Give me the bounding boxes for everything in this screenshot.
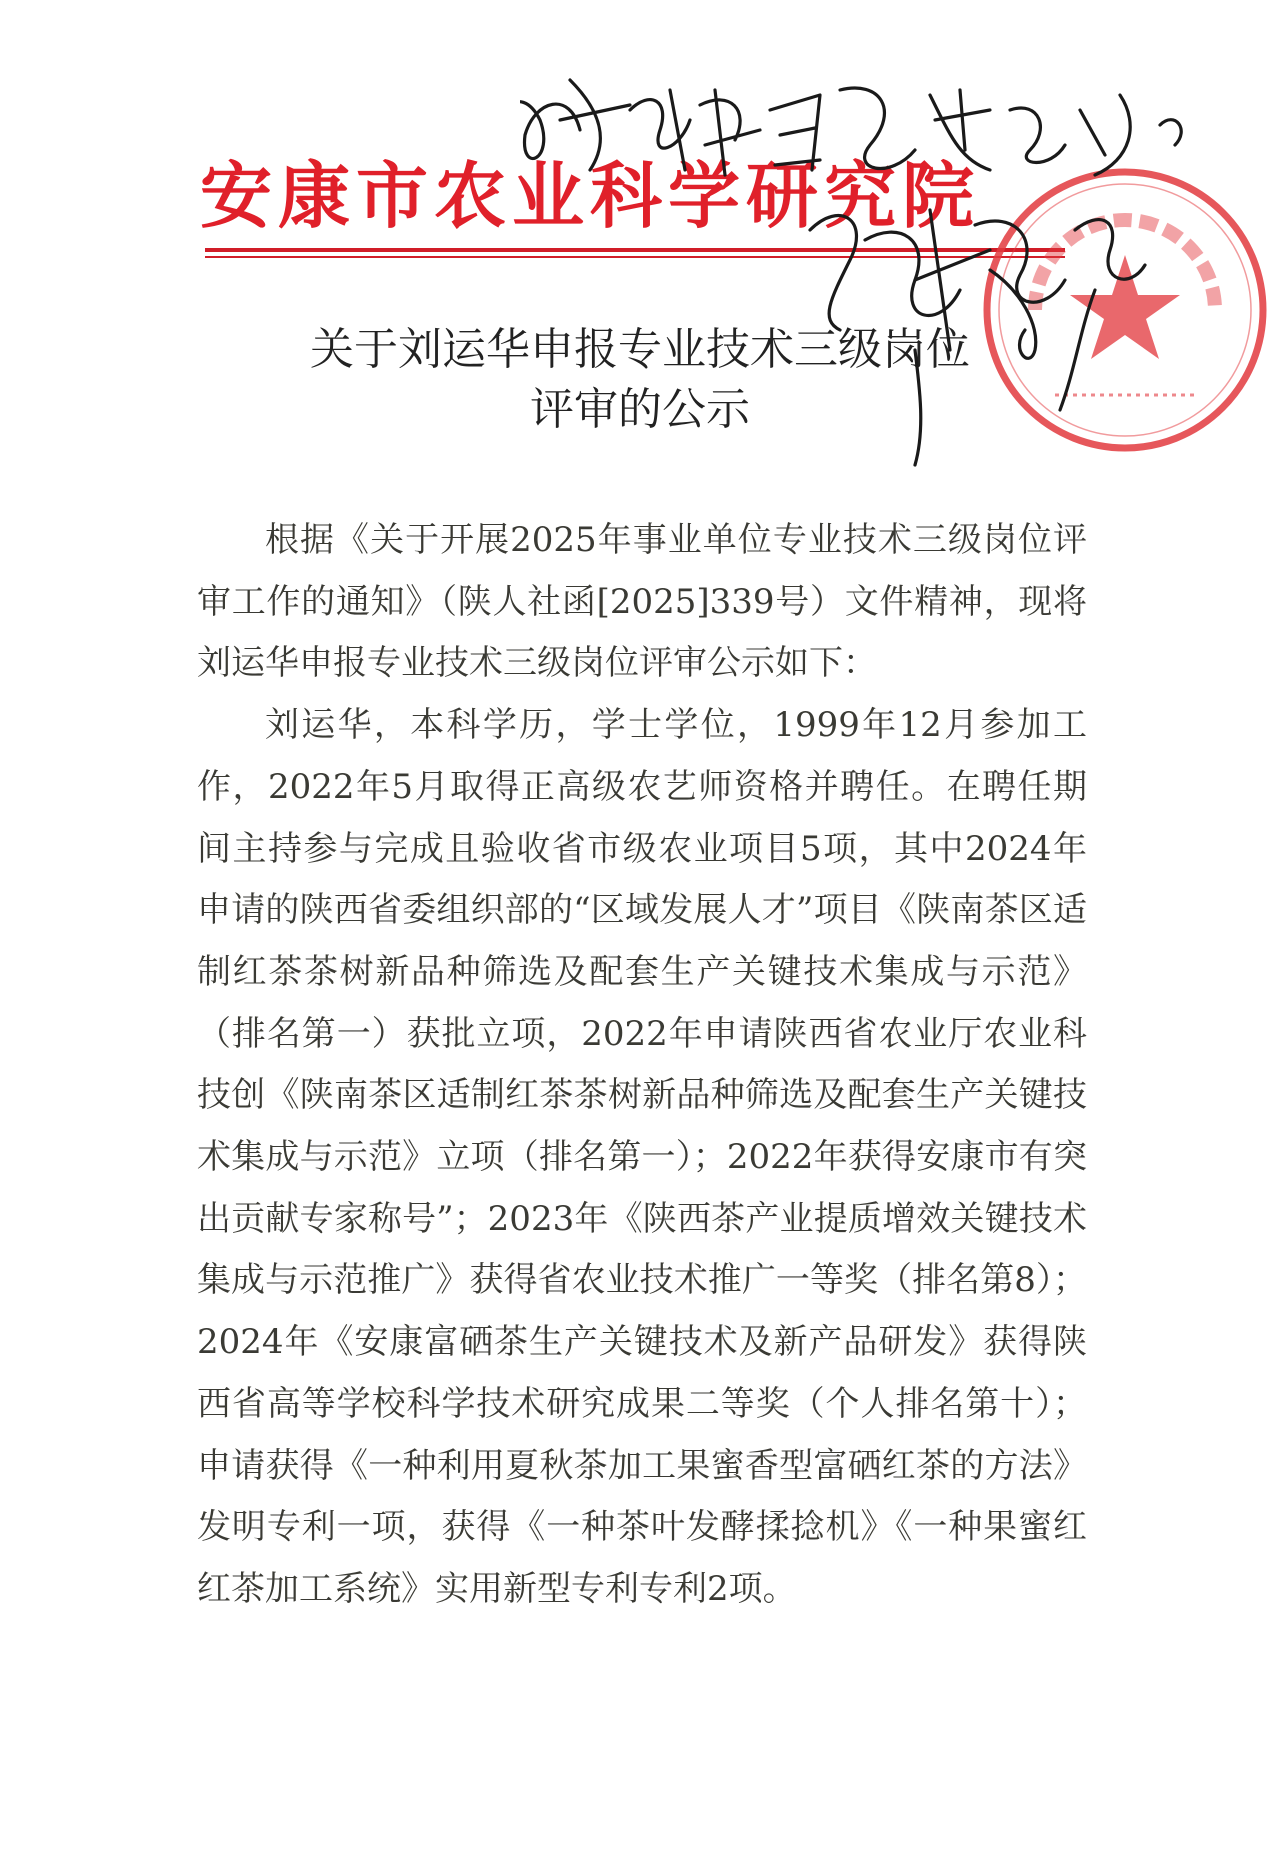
- paragraph-intro: 根据《关于开展2025年事业单位专业技术三级岗位评审工作的通知》（陕人社函[2025]339号）文件精神，现将刘运华申报专业技术三级岗位评审公示如下：: [197, 520, 1087, 684]
- letterhead-title: 安康市农业科学研究院: [200, 154, 981, 238]
- handwritten-approval-signature: [520, 50, 1279, 510]
- title-line-1: 关于刘运华申报专业技术三级岗位: [310, 324, 970, 375]
- paragraph-profile: 刘运华，本科学历，学士学位，1999年12月参加工作，2022年5月取得正高级农艺师资格并聘任。在聘任期间主持参与完成且验收省市级农业项目5项，其中2024年申请的陕西省委组织部的“区域发展人才”项目《陕南茶区适制红茶茶树新品种筛选及配套生产关键技术集成与示范》（排名第一）获批立项，2022年申请陕西省农业厅农业科技创《陕南茶区适制红茶茶树新品种筛选及配套生产关键技术集成与示范》立项（排名第一）；2022年获得安康市有突出贡献专家称号”；2023年《陕西茶产业提质增效关键技术集成与示范推广》获得省农业技术推广一等奖（排名第8）；2024年《安康富硒茶生产关键技术及新产品研发》获得陕西省高等学校科学技术研究成果二等奖（个人排名第十）；申请获得《一种利用夏秋茶加工果蜜香型富硒红茶的方法》发明专利一项，获得《一种茶叶发酵揉捻机》《一种果蜜红红茶加工系统》实用新型专利专利2项。: [197, 705, 1087, 1609]
- title-line-2: 评审的公示: [530, 384, 750, 435]
- document-body: [197, 510, 1087, 1621]
